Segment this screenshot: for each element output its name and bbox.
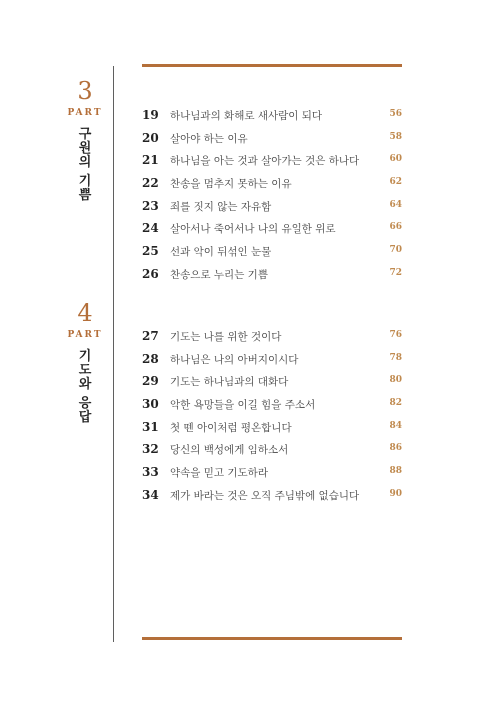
part-label: PART xyxy=(67,330,103,340)
toc-entry[interactable] xyxy=(142,197,402,220)
chapter-number: 20 xyxy=(142,130,159,145)
chapter-number: 26 xyxy=(142,266,159,281)
chapter-title: 기도는 하나님과의 대화다 xyxy=(170,376,289,389)
top-rule xyxy=(142,64,402,67)
toc-entry[interactable] xyxy=(142,327,402,350)
part-3-header xyxy=(60,78,110,203)
part-number: 3 xyxy=(77,77,93,105)
chapter-title: 선과 악이 뒤섞인 눈물 xyxy=(170,246,272,259)
page-number: 58 xyxy=(389,131,402,142)
chapter-number: 31 xyxy=(142,419,159,434)
part-title-char: 답 xyxy=(78,410,92,425)
chapter-title: 약속을 믿고 기도하라 xyxy=(170,467,268,480)
toc-entry[interactable] xyxy=(142,395,402,418)
page-number: 64 xyxy=(389,199,402,210)
page-number: 56 xyxy=(389,109,402,119)
page-number: 80 xyxy=(389,375,402,386)
toc-entry[interactable] xyxy=(142,219,402,242)
chapter-number: 19 xyxy=(142,108,159,122)
page-number: 86 xyxy=(389,443,402,454)
chapter-title: 찬송을 멈추지 못하는 이유 xyxy=(170,178,292,191)
toc-entry[interactable] xyxy=(142,265,402,288)
chapter-number: 25 xyxy=(142,244,159,259)
page-number: 60 xyxy=(389,154,402,165)
part-number: 4 xyxy=(77,299,93,327)
page-number: 90 xyxy=(389,488,402,499)
part-title-char: 기 xyxy=(78,349,92,364)
part-title-char: 기 xyxy=(78,174,92,189)
chapter-title: 살아야 하는 이유 xyxy=(170,132,248,145)
toc-entry[interactable] xyxy=(142,151,402,174)
chapter-title: 하나님을 아는 것과 살아가는 것은 하나다 xyxy=(170,155,360,168)
part-title-char: 쁨 xyxy=(78,188,92,203)
chapter-title: 기도는 나를 위한 것이다 xyxy=(170,331,282,343)
chapter-title: 제가 바라는 것은 오직 주님밖에 없습니다 xyxy=(170,489,360,502)
toc-entry[interactable] xyxy=(142,486,402,509)
toc-entry[interactable] xyxy=(142,174,402,197)
chapter-title: 첫 뗀 아이처럼 평온합니다 xyxy=(170,421,292,434)
chapter-title: 당신의 백성에게 임하소서 xyxy=(170,444,289,457)
page-number: 88 xyxy=(389,466,402,477)
toc-entry[interactable] xyxy=(142,350,402,373)
chapter-title: 찬송으로 누리는 기쁨 xyxy=(170,268,268,281)
page-number: 62 xyxy=(389,177,402,188)
chapter-number: 22 xyxy=(142,176,159,191)
toc-list-part-3 xyxy=(142,106,402,288)
chapter-title: 죄를 짓지 않는 자유함 xyxy=(170,200,272,213)
page-number: 76 xyxy=(389,330,402,340)
part-title xyxy=(60,128,110,203)
chapter-number: 21 xyxy=(142,153,159,168)
toc-entry[interactable] xyxy=(142,440,402,463)
page-number: 78 xyxy=(389,352,402,363)
chapter-number: 30 xyxy=(142,397,159,412)
toc-entry[interactable] xyxy=(142,372,402,395)
page-number: 84 xyxy=(389,420,402,431)
part-title-char: 도 xyxy=(78,363,92,378)
toc-entry[interactable] xyxy=(142,418,402,441)
chapter-number: 32 xyxy=(142,442,159,457)
chapter-number: 34 xyxy=(142,487,159,502)
vertical-divider xyxy=(113,66,114,642)
part-title-char: 의 xyxy=(78,155,92,170)
bottom-rule xyxy=(142,637,402,640)
chapter-number: 29 xyxy=(142,374,159,389)
toc-entry[interactable] xyxy=(142,106,402,129)
toc-entry[interactable] xyxy=(142,242,402,265)
toc-entry[interactable] xyxy=(142,463,402,486)
chapter-number: 28 xyxy=(142,351,159,366)
page-number: 82 xyxy=(389,398,402,409)
part-4-header xyxy=(60,300,110,425)
chapter-title: 하나님과의 화해로 새사람이 되다 xyxy=(170,110,323,122)
chapter-number: 33 xyxy=(142,465,159,480)
part-title-char: 응 xyxy=(78,396,92,411)
part-title xyxy=(60,350,110,425)
page-number: 66 xyxy=(389,222,402,233)
part-title-char: 구 xyxy=(78,127,92,142)
part-title-char: 와 xyxy=(78,377,92,392)
chapter-number: 27 xyxy=(142,329,159,343)
page-number: 70 xyxy=(389,245,402,256)
chapter-title: 하나님은 나의 아버지이시다 xyxy=(170,353,299,366)
chapter-title: 살아서나 죽어서나 나의 유일한 위로 xyxy=(170,223,336,236)
part-label: PART xyxy=(67,108,103,118)
part-title-char: 원 xyxy=(78,141,92,156)
toc-list-part-4 xyxy=(142,327,402,509)
chapter-number: 24 xyxy=(142,221,159,236)
toc-entry[interactable] xyxy=(142,129,402,152)
chapter-number: 23 xyxy=(142,198,159,213)
chapter-title: 악한 욕망들을 이길 힘을 주소서 xyxy=(170,399,316,412)
page-number: 72 xyxy=(389,267,402,278)
